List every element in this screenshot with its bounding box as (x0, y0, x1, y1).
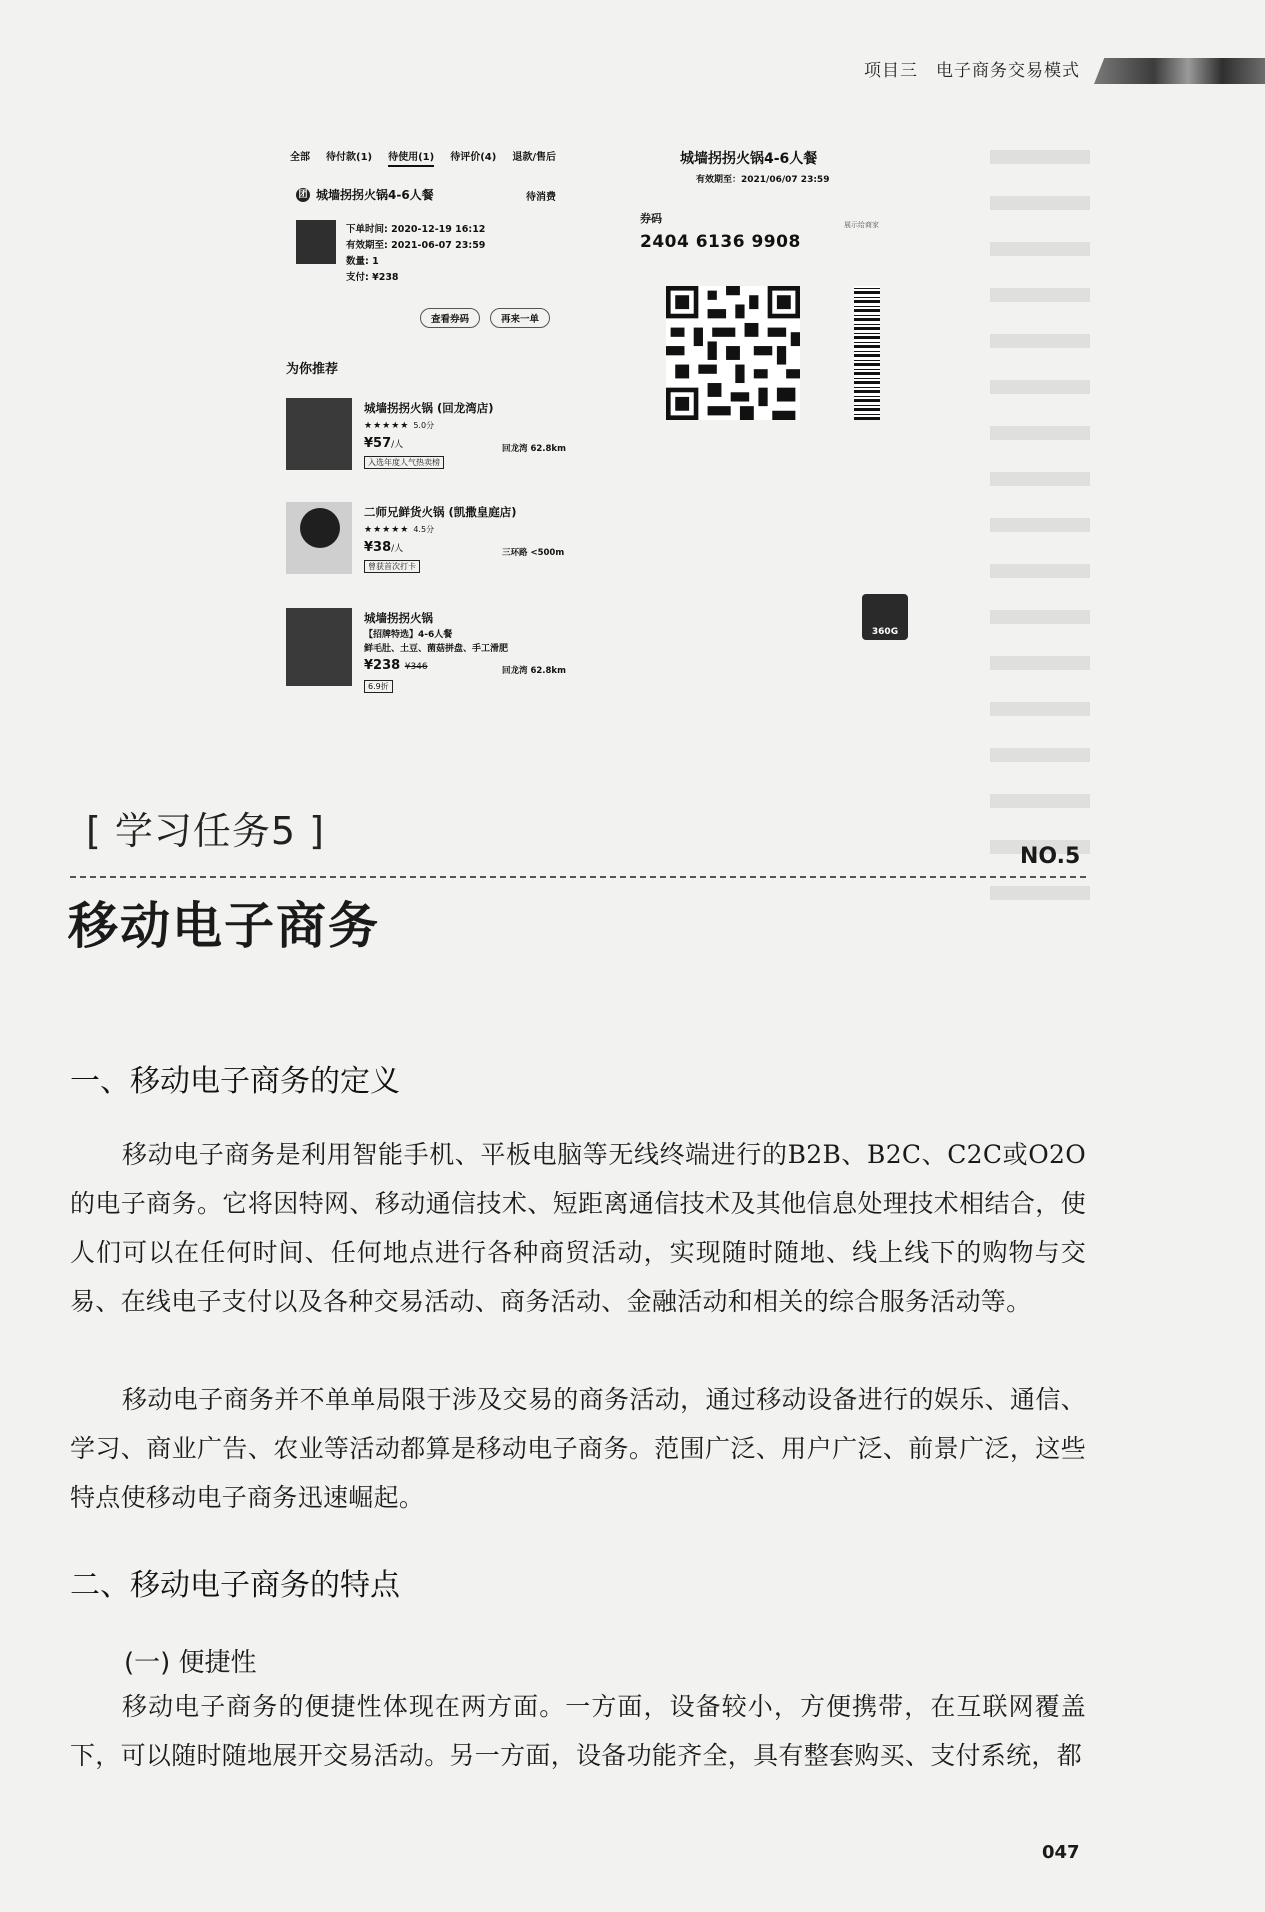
stars-icon: ★★★★★ (364, 525, 410, 535)
order-valid: 有效期至: 2021-06-07 23:59 (346, 240, 486, 251)
view-code-button: 查看券码 (420, 308, 480, 328)
order-tabs (290, 148, 556, 167)
section-2-heading: 二、移动电子商务的特点 (70, 1568, 400, 1603)
tab-refund: 退款/售后 (512, 152, 556, 163)
recommend-distance: 回龙湾 62.8km (502, 666, 566, 676)
tab-all: 全部 (290, 152, 310, 163)
recommend-thumbnail (286, 502, 352, 574)
rating-score: 4.5分 (413, 525, 435, 534)
recommend-item (286, 608, 576, 698)
order-header (296, 186, 434, 203)
coupon-note: 展示给商家 (844, 221, 879, 229)
recommend-package: 【招牌特选】4-6人餐 (364, 630, 453, 640)
recommend-price (364, 658, 428, 673)
task-label: [ 学习任务5 ] (86, 809, 325, 853)
order-thumbnail (296, 220, 336, 264)
meituan-order-screenshot-figure (270, 130, 899, 700)
order-paid: 支付: ¥238 (346, 272, 399, 283)
price-unit: /人 (391, 544, 404, 554)
running-header (864, 56, 1080, 81)
qr-code-icon (666, 286, 800, 420)
header-chapter: 电子商务交易模式 (936, 61, 1080, 81)
section-2-subheading-1: (一) 便捷性 (124, 1648, 257, 1678)
order-status: 待消费 (526, 192, 556, 203)
original-price: ¥346 (404, 662, 428, 672)
group-buy-icon: 团 (296, 188, 310, 202)
recommend-price (364, 436, 403, 451)
recommend-distance: 三环路 <500m (502, 548, 565, 558)
order-details (346, 222, 485, 286)
recommend-thumbnail (286, 608, 352, 686)
recommend-name: 城墙拐拐火锅 (364, 611, 433, 625)
recommend-name: 城墙拐拐火锅 (回龙湾店) (364, 401, 494, 415)
order-title: 城墙拐拐火锅4-6人餐 (316, 188, 434, 202)
recommend-thumbnail (286, 398, 352, 470)
badge-360-icon: 360G (862, 594, 908, 640)
rating-stars (364, 524, 434, 535)
section-1-heading: 一、移动电子商务的定义 (70, 1064, 400, 1099)
recommend-tag: 入选年度人气热卖榜 (364, 456, 444, 469)
recommend-price (364, 540, 403, 555)
section-1-paragraph-2: 移动电子商务并不单单局限于涉及交易的商务活动，通过移动设备进行的娱乐、通信、学习、商业广告、农业等活动都算是移动电子商务。范围广泛、用户广泛、前景广泛，这些特点使移动电子商务迅速崛起。 (70, 1385, 1086, 1512)
tab-unused: 待使用(1) (388, 148, 434, 167)
tab-unpaid: 待付款(1) (326, 152, 373, 163)
header-project: 项目三 (864, 61, 918, 81)
price-value: ¥38 (364, 540, 392, 555)
section-1-paragraph-1: 移动电子商务是利用智能手机、平板电脑等无线终端进行的B2B、B2C、C2C或O2O的电子商务。它将因特网、移动通信技术、短距离通信技术及其他信息处理技术相结合，使人们可以在任何时间、任何地点进行各种商贸活动，实现随时随地、线上线下的购物与交易、在线电子支付以及各种交易活动、商务活动、金融活动和相关的综合服务活动等。 (70, 1140, 1086, 1316)
dashed-divider (70, 876, 1086, 878)
coupon-code: 2404 6136 9908 (640, 232, 801, 252)
reorder-button: 再来一单 (490, 308, 550, 328)
rating-stars (364, 420, 434, 431)
recommend-contents: 鲜毛肚、土豆、菌菇拼盘、手工滑肥 (364, 644, 509, 654)
recommend-item (286, 502, 576, 578)
task-number: NO.5 (1020, 844, 1081, 869)
order-time: 下单时间: 2020-12-19 16:12 (346, 224, 486, 235)
order-actions (420, 308, 550, 328)
price-value: ¥238 (364, 658, 401, 673)
recommend-subtitle (364, 628, 508, 656)
recommend-distance: 回龙湾 62.8km (502, 444, 566, 454)
coupon-valid: 有效期至：2021/06/07 23:59 (696, 175, 830, 185)
order-qty: 数量: 1 (346, 256, 379, 267)
header-decoration (1094, 58, 1265, 84)
bleed-through-texture (990, 140, 1090, 900)
tab-unreviewed: 待评价(4) (450, 152, 497, 163)
stars-icon: ★★★★★ (364, 421, 410, 431)
rating-score: 5.0分 (413, 421, 435, 430)
section-2-paragraph-1: 移动电子商务的便捷性体现在两方面。一方面，设备较小，方便携带，在互联网覆盖下，可以随时随地展开交易活动。另一方面，设备功能齐全，具有整套购买、支付系统，都 (70, 1692, 1086, 1770)
recommend-title: 为你推荐 (286, 362, 339, 377)
recommend-tag: 6.9折 (364, 680, 393, 693)
recommend-tag: 曾获首次打卡 (364, 560, 420, 573)
recommend-item (286, 398, 576, 474)
coupon-title: 城墙拐拐火锅4-6人餐 (680, 151, 818, 167)
price-value: ¥57 (364, 436, 392, 451)
price-unit: /人 (391, 440, 404, 450)
coupon-code-label: 券码 (640, 212, 662, 225)
barcode-icon (854, 286, 880, 420)
task-title: 移动电子商务 (68, 897, 380, 955)
page-number: 047 (1042, 1842, 1080, 1863)
recommend-name: 二师兄鲜货火锅 (凯撒皇庭店) (364, 505, 517, 519)
